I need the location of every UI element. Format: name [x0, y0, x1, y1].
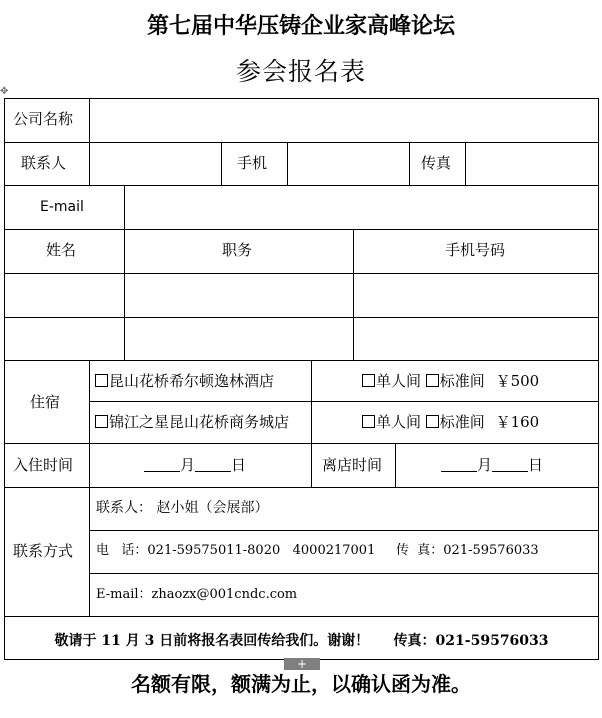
checkbox-icon[interactable]	[426, 374, 439, 387]
hotel1-single-room: 单人间	[376, 372, 422, 390]
hotel2-name: 锦江之星昆山花桥商务城店	[109, 413, 290, 431]
organizer-contact-person: 联系人： 赵小姐（会展部）	[96, 500, 269, 516]
organizer-email: E-mail：zhaozx@001cndc.com	[96, 587, 298, 602]
lodging-label: 住宿	[30, 393, 61, 411]
checkin-label: 入住时间	[13, 456, 74, 474]
contact-person-field[interactable]	[91, 144, 219, 184]
position-column-header: 职务	[222, 241, 253, 259]
checkin-month-unit: 月	[180, 456, 196, 474]
hotel1-room-options	[362, 374, 539, 389]
checkbox-icon[interactable]	[362, 374, 375, 387]
attendee-name-field[interactable]	[6, 319, 122, 359]
hotel1-name: 昆山花桥希尔顿逸林酒店	[109, 372, 275, 390]
email-field[interactable]	[126, 187, 596, 227]
attendee-position-field[interactable]	[126, 275, 351, 315]
checkout-month-unit: 月	[477, 456, 493, 474]
form-subtitle: 参会报名表	[235, 57, 366, 86]
name-column-header: 姓名	[46, 241, 77, 259]
company-name-label: 公司名称	[13, 110, 74, 128]
hotel2-option[interactable]	[95, 415, 289, 430]
attendee-phone-field[interactable]	[355, 275, 596, 315]
attendee-phone-field[interactable]	[355, 319, 596, 359]
checkout-date-field[interactable]	[441, 458, 543, 473]
checkin-day-unit: 日	[231, 456, 247, 474]
checkout-day-unit: 日	[528, 456, 544, 474]
fax-label: 传真	[421, 154, 452, 172]
form-title: 第七届中华压铸企业家高峰论坛	[146, 13, 455, 39]
checkbox-icon[interactable]	[362, 415, 375, 428]
hotel1-price: ￥500	[495, 372, 540, 390]
hotel2-single-room: 单人间	[376, 413, 422, 431]
mobile-field[interactable]	[289, 144, 407, 184]
contact-person-label: 联系人	[21, 154, 67, 172]
quota-footer: 名额有限，额满为止，以确认函为准。	[131, 672, 471, 696]
checkout-label: 离店时间	[322, 456, 383, 474]
checkbox-icon[interactable]	[95, 415, 108, 428]
hotel2-standard-room: 标准间	[439, 413, 485, 431]
hotel2-price: ￥160	[495, 413, 540, 431]
attendee-position-field[interactable]	[126, 319, 351, 359]
fax-field[interactable]	[467, 144, 596, 184]
hotel1-option[interactable]	[95, 374, 274, 389]
email-label: E-mail	[40, 199, 84, 215]
company-name-field[interactable]	[91, 100, 596, 140]
checkbox-icon[interactable]	[95, 374, 108, 387]
hotel2-room-options	[362, 415, 539, 430]
contact-method-label: 联系方式	[13, 542, 74, 560]
mobile-label: 手机	[237, 154, 268, 172]
phone-column-header: 手机号码	[445, 241, 506, 259]
checkin-date-field[interactable]	[144, 458, 246, 473]
add-row-icon[interactable]: +	[284, 658, 320, 670]
submission-notice: 敬请于 11 月 3 日前将报名表回传给我们。谢谢！ 传真：021-59576033	[54, 633, 549, 649]
attendee-name-field[interactable]	[6, 275, 122, 315]
checkbox-icon[interactable]	[426, 415, 439, 428]
hotel1-standard-room: 标准间	[439, 372, 485, 390]
move-anchor-icon[interactable]: ✥	[0, 86, 9, 97]
organizer-phone-fax: 电 话：021-59575011-8020 4000217001 传 真：021-59576033	[96, 543, 539, 558]
